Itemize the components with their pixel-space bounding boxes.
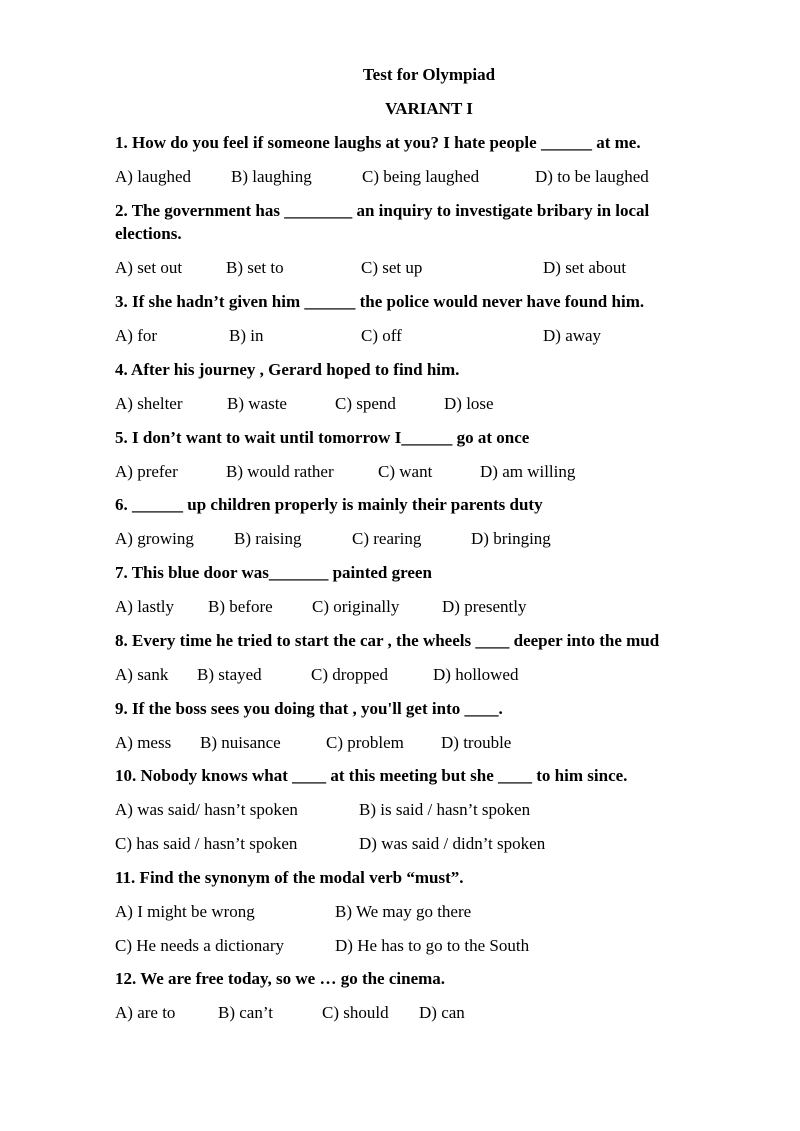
question-1: 1. How do you feel if someone laughs at you? I hate people ______ at me. bbox=[115, 133, 641, 152]
question-8: 8. Every time he tried to start the car , the wheels ____ deeper into the mud bbox=[115, 631, 660, 650]
q10-option-d: D) was said / didn’t spoken bbox=[359, 834, 546, 853]
q11-option-b: B) We may go there bbox=[335, 902, 472, 921]
q12-option-b: B) can’t bbox=[218, 1003, 273, 1022]
q12-option-c: C) should bbox=[322, 1003, 389, 1022]
q5-option-d: D) am willing bbox=[480, 462, 576, 481]
q11-option-c: C) He needs a dictionary bbox=[115, 936, 284, 955]
question-5: 5. I don’t want to wait until tomorrow I______ go at once bbox=[115, 428, 530, 447]
q12-option-a: A) are to bbox=[115, 1003, 176, 1022]
question-3: 3. If she hadn’t given him ______ the police would never have found him. bbox=[115, 292, 645, 311]
q8-option-c: C) dropped bbox=[311, 665, 388, 684]
q10-option-a: A) was said/ hasn’t spoken bbox=[115, 800, 298, 819]
question-11: 11. Find the synonym of the modal verb “must”. bbox=[115, 868, 464, 887]
q12-option-d: D) can bbox=[419, 1003, 465, 1022]
q4-option-b: B) waste bbox=[227, 394, 287, 413]
question-7: 7. This blue door was_______ painted green bbox=[115, 563, 432, 582]
q4-option-c: C) spend bbox=[335, 394, 396, 413]
q4-option-d: D) lose bbox=[444, 394, 494, 413]
q1-option-a: A) laughed bbox=[115, 167, 192, 186]
q3-option-b: B) in bbox=[229, 326, 264, 345]
q9-option-c: C) problem bbox=[326, 733, 404, 752]
q5-option-b: B) would rather bbox=[226, 462, 334, 481]
question-2-continued: elections. bbox=[115, 224, 182, 243]
q11-option-a: A) I might be wrong bbox=[115, 902, 255, 921]
q7-option-a: A) lastly bbox=[115, 597, 175, 616]
q10-option-c: C) has said / hasn’t spoken bbox=[115, 834, 298, 853]
q6-option-b: B) raising bbox=[234, 529, 302, 548]
q2-option-b: B) set to bbox=[226, 258, 284, 277]
variant-heading: VARIANT I bbox=[385, 99, 473, 118]
question-4: 4. After his journey , Gerard hoped to find him. bbox=[115, 360, 460, 379]
q3-option-c: C) off bbox=[361, 326, 402, 345]
q7-option-d: D) presently bbox=[442, 597, 527, 616]
q7-option-b: B) before bbox=[208, 597, 273, 616]
q6-option-c: C) rearing bbox=[352, 529, 422, 548]
q3-option-d: D) away bbox=[543, 326, 602, 345]
q5-option-a: A) prefer bbox=[115, 462, 178, 481]
q9-option-d: D) trouble bbox=[441, 733, 512, 752]
question-2: 2. The government has ________ an inquiry to investigate bribary in local bbox=[115, 201, 650, 220]
page-title: Test for Olympiad bbox=[362, 65, 496, 84]
q9-option-b: B) nuisance bbox=[200, 733, 281, 752]
question-12: 12. We are free today, so we … go the cinema. bbox=[115, 969, 446, 988]
q10-option-b: B) is said / hasn’t spoken bbox=[359, 800, 531, 819]
q8-option-a: A) sank bbox=[115, 665, 169, 684]
q1-option-b: B) laughing bbox=[231, 167, 312, 186]
q2-option-a: A) set out bbox=[115, 258, 183, 277]
q3-option-a: A) for bbox=[115, 326, 158, 345]
q1-option-c: C) being laughed bbox=[362, 167, 480, 186]
q6-option-a: A) growing bbox=[115, 529, 194, 548]
question-10: 10. Nobody knows what ____ at this meeting but she ____ to him since. bbox=[115, 766, 628, 785]
q8-option-d: D) hollowed bbox=[433, 665, 519, 684]
q9-option-a: A) mess bbox=[115, 733, 172, 752]
question-9: 9. If the boss sees you doing that , you'll get into ____. bbox=[115, 699, 503, 718]
question-6: 6. ______ up children properly is mainly their parents duty bbox=[115, 495, 543, 514]
q6-option-d: D) bringing bbox=[471, 529, 551, 548]
q8-option-b: B) stayed bbox=[197, 665, 262, 684]
q2-option-c: C) set up bbox=[361, 258, 423, 277]
q7-option-c: C) originally bbox=[312, 597, 400, 616]
q2-option-d: D) set about bbox=[543, 258, 627, 277]
q11-option-d: D) He has to go to the South bbox=[335, 936, 530, 955]
q4-option-a: A) shelter bbox=[115, 394, 183, 413]
q1-option-d: D) to be laughed bbox=[535, 167, 649, 186]
q5-option-c: C) want bbox=[378, 462, 433, 481]
